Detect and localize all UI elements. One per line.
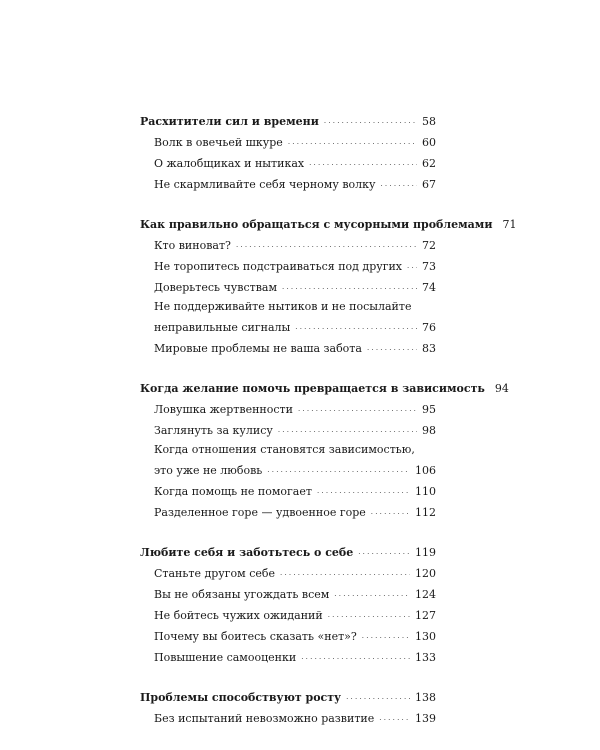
toc-subsection-entry[interactable] [140,131,436,152]
dot-leader [324,110,417,131]
page-number: 94 [494,382,509,395]
dot-leader [236,234,417,255]
page-number: 71 [502,218,517,231]
toc-subsection-entry[interactable] [140,234,436,255]
toc-subsection-entry[interactable] [140,583,436,604]
dot-leader [278,419,417,440]
subsection-title: Станьте другом себе [154,567,275,580]
page-number: 76 [422,321,436,334]
chapter-title: Расхитители сил и времени [140,115,319,128]
page-number: 133 [415,651,436,664]
dot-leader [334,583,410,604]
dot-leader [288,131,417,152]
page-number: 124 [415,588,436,601]
toc-section [140,686,436,728]
toc-chapter-entry[interactable] [140,541,436,562]
toc-section [140,541,436,667]
subsection-title: Вы не обязаны угождать всем [154,588,330,601]
page-number: 73 [422,260,436,273]
subsection-title-line: Когда отношения становятся зависимостью, [154,443,415,456]
page-number: 130 [415,630,436,643]
page-number: 60 [422,136,436,149]
subsection-title: Мировые проблемы не ваша забота [154,342,362,355]
subsection-title: Ловушка жертвенности [154,403,293,416]
table-of-contents [140,110,517,747]
toc-subsection-entry[interactable] [140,337,436,358]
page-number: 119 [415,546,436,559]
toc-subsection-entry[interactable] [140,316,436,337]
dot-leader [267,459,410,480]
dot-leader [301,646,410,667]
toc-chapter-entry[interactable] [140,110,436,131]
toc-chapter-entry[interactable] [140,686,436,707]
dot-leader [298,398,417,419]
toc-section [140,377,509,522]
page-number: 74 [422,281,436,294]
toc-subsection-entry[interactable] [140,152,436,173]
chapter-title: Когда желание помочь превращается в зависимость [140,382,485,395]
dot-leader [328,604,410,625]
toc-subsection-entry[interactable] [140,419,436,440]
subsection-title: Без испытаний невозможно развитие [154,712,375,725]
page-number: 106 [415,464,436,477]
dot-leader [346,686,410,707]
subsection-title: Повышение самооценки [154,651,297,664]
toc-subsection-entry[interactable] [140,604,436,625]
subsection-title-line: Не поддерживайте нытиков и не посылайте [154,300,412,313]
toc-subsection-entry[interactable] [140,480,436,501]
page-number: 139 [415,712,436,725]
toc-chapter-entry[interactable] [140,377,509,398]
dot-leader [379,707,410,728]
toc-subsection-entry[interactable] [140,398,436,419]
dot-leader [367,337,417,358]
toc-subsection-entry[interactable] [140,276,436,297]
subsection-title: Разделенное горе — удвоенное горе [154,506,366,519]
dot-leader [282,276,417,297]
dot-leader [295,316,417,337]
subsection-title: Доверьтесь чувствам [154,281,278,294]
dot-leader [280,562,410,583]
page-number: 72 [422,239,436,252]
chapter-title: Проблемы способствуют росту [140,691,342,704]
toc-section [140,213,517,358]
toc-subsection-entry[interactable] [140,255,436,276]
subsection-title: Не торопитесь подстраиваться под других [154,260,403,273]
page-number: 95 [422,403,436,416]
page-number: 120 [415,567,436,580]
subsection-title: Когда помощь не помогает [154,485,312,498]
toc-subsection-entry[interactable] [140,646,436,667]
page-number: 138 [415,691,436,704]
page-number: 112 [415,506,436,519]
chapter-title: Любите себя и заботьтесь о себе [140,546,354,559]
toc-chapter-entry[interactable] [140,213,517,234]
page-number: 58 [422,115,436,128]
subsection-title: это уже не любовь [154,464,263,477]
page-number: 98 [422,424,436,437]
subsection-title: Кто виноват? [154,239,231,252]
page-number: 62 [422,157,436,170]
toc-subsection-entry[interactable] [140,625,436,646]
subsection-title: Почему вы боитесь сказать «нет»? [154,630,357,643]
dot-leader [371,501,410,522]
dot-leader [317,480,410,501]
page-number: 110 [415,485,436,498]
subsection-title: Заглянуть за кулису [154,424,273,437]
page-number: 83 [422,342,436,355]
toc-subsection-entry[interactable] [140,707,436,728]
subsection-title: Волк в овечьей шкуре [154,136,283,149]
toc-section [140,110,436,194]
subsection-title: Не бойтесь чужих ожиданий [154,609,323,622]
chapter-title: Как правильно обращаться с мусорными проблемами [140,218,493,231]
toc-subsection-entry[interactable] [140,459,436,480]
dot-leader [362,625,410,646]
toc-subsection-entry[interactable] [140,562,436,583]
dot-leader [309,152,417,173]
page-number: 67 [422,178,436,191]
dot-leader [358,541,410,562]
page-number: 127 [415,609,436,622]
dot-leader [407,255,417,276]
toc-subsection-entry[interactable] [140,501,436,522]
dot-leader [380,173,417,194]
subsection-title: О жалобщиках и нытиках [154,157,305,170]
subsection-title: Не скармливайте себя черному волку [154,178,376,191]
subsection-title: неправильные сигналы [154,321,291,334]
toc-subsection-entry[interactable] [140,173,436,194]
